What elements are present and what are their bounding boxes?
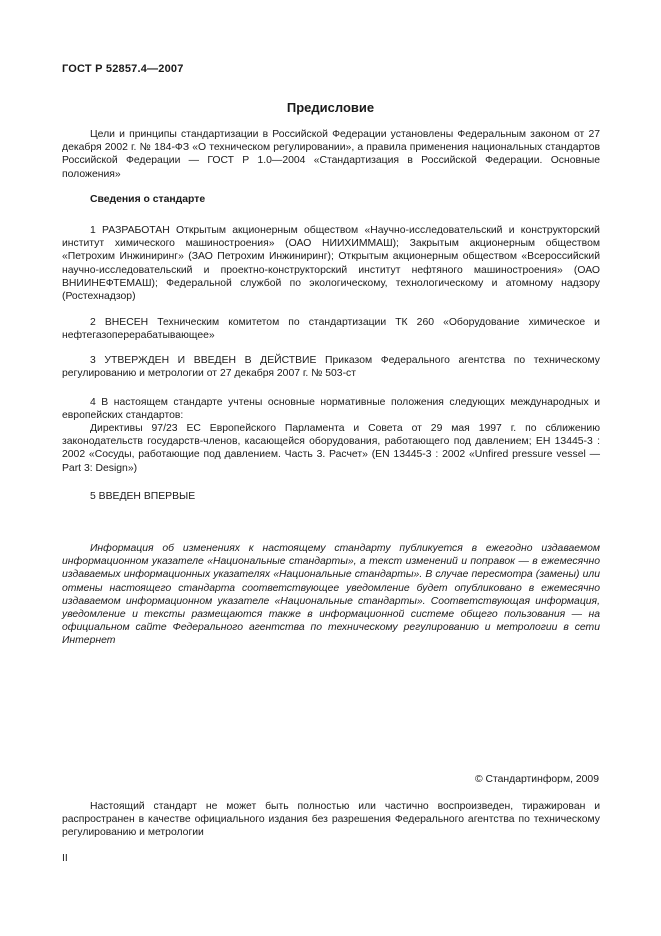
item-4-considered: 4 В настоящем стандарте учтены основные нормативные положения следующих международных и европейских стандартов: xyxy=(62,397,600,422)
item-5-first-introduced: 5 ВВЕДЕН ВПЕРВЫЕ xyxy=(90,491,196,502)
page-title: Предисловие xyxy=(286,100,375,115)
page-number: II xyxy=(62,853,68,864)
reproduction-notice: Настоящий стандарт не может быть полностью или частично воспроизведен, тиражирован и распространен в качестве официального издания без разрешения Федерального агентства по техническому регулированию и метрологии xyxy=(62,801,600,839)
item-3-approved: 3 УТВЕРЖДЕН И ВВЕДЕН В ДЕЙСТВИЕ Приказом Федерального агентства по техническому регулированию и метрологии от 27 декабря 2007 г. № 503-ст xyxy=(62,355,600,380)
standard-code: ГОСТ Р 52857.4—2007 xyxy=(62,63,184,75)
item-1-developed: 1 РАЗРАБОТАН Открытым акционерным обществом «Научно-исследовательский и конструкторский институт химического машиностроения» (ОАО НИИХИММАШ); Закрытым акционерным обществом «Петрохим Инжиниринг» (ЗАО Петрохим Инжиниринг); Открытым акционерным обществом «Всероссийский научно-исследовательский и проектно-конструкторский институт нефтяного машиностроения» (ОАО ВНИИНЕФТЕМАШ); Федеральной службой по экологическому, технологическому и атомному надзору (Ростехнадзор) xyxy=(62,225,600,303)
intro-paragraph: Цели и принципы стандартизации в Российской Федерации установлены Федеральным законом от 27 декабря 2002 г. № 184-ФЗ «О техническом регулировании», а правила применения национальных стандартов Российской Федерации — ГОСТ Р 1.0—2004 «Стандартизация в Российской Федерации. Основные положения» xyxy=(62,129,600,180)
section-heading: Сведения о стандарте xyxy=(90,194,206,205)
item-2-introduced: 2 ВНЕСЕН Техническим комитетом по стандартизации ТК 260 «Оборудование химическое и нефтегазоперерабатывающее» xyxy=(62,317,600,342)
copyright: © Стандартинформ, 2009 xyxy=(474,774,599,785)
item-4-directives: Директивы 97/23 ЕС Европейского Парламента и Совета от 29 мая 1997 г. по сближению законодательств государств-членов, касающейся оборудования, работающего под давлением; ЕН 13445-3 : 2002 «Сосуды, работающие под давлением. Часть 3. Расчет» (EN 13445-3 : 2002 «Unfired pressure vessel — Part 3: Design») xyxy=(62,423,600,474)
info-notice: Информация об изменениях к настоящему стандарту публикуется в ежегодно издаваемом информационном указателе «Национальные стандарты», а текст изменений и поправок — в ежемесячно издаваемых информационных указателях «Национальные стандарты». В случае пересмотра (замены) или отмены настоящего стандарта соответствующее уведомление будет опубликовано в ежемесячно издаваемом информационном указателе «Национальные стандарты». Соответствующая информация, уведомление и тексты размещаются также в информационной системе общего пользования — на официальном сайте Федерального агентства по техническому регулированию и метрологии в сети Интернет xyxy=(62,543,600,647)
